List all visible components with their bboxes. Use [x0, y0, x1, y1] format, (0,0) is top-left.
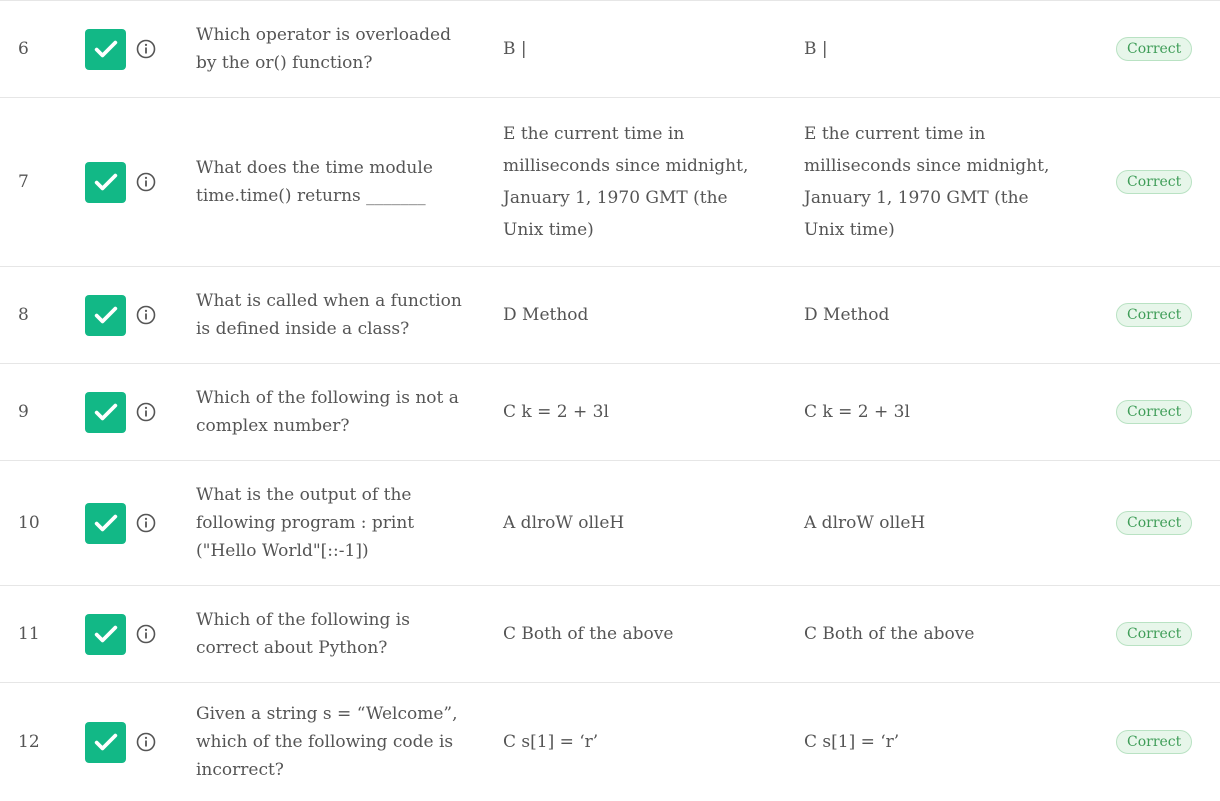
correct-answer: C k = 2 + 3l	[804, 402, 910, 422]
checkbox[interactable]	[85, 29, 126, 70]
table-row	[0, 461, 1220, 586]
row-controls	[85, 267, 195, 363]
row-controls	[85, 98, 195, 266]
status-cell	[1116, 683, 1206, 801]
check-icon	[92, 620, 120, 648]
question-text: What is the output of the following program : print ("Hello World"[::-1])	[196, 485, 415, 561]
row-number: 12	[18, 732, 40, 752]
row-controls	[85, 461, 195, 585]
check-icon	[92, 398, 120, 426]
row-number: 8	[18, 305, 29, 325]
correct-answer: E the current time in milliseconds since midnight, January 1, 1970 GMT (the Unix time)	[804, 124, 1050, 240]
info-icon[interactable]	[136, 732, 156, 752]
selected-answer: C s[1] = ‘r’	[503, 732, 599, 752]
status-badge: Correct	[1116, 303, 1192, 327]
question-text: What is called when a function is defined inside a class?	[196, 291, 462, 339]
status-cell	[1116, 1, 1206, 97]
status-badge: Correct	[1116, 400, 1192, 424]
question-text: Which of the following is not a complex number?	[196, 388, 459, 436]
row-controls	[85, 586, 195, 682]
selected-answer: C Both of the above	[503, 624, 674, 644]
checkbox[interactable]	[85, 503, 126, 544]
correct-answer: A dlroW olleH	[804, 513, 926, 533]
status-badge: Correct	[1116, 37, 1192, 61]
info-icon[interactable]	[136, 402, 156, 422]
row-controls	[85, 364, 195, 460]
status-badge: Correct	[1116, 730, 1192, 754]
correct-answer: B |	[804, 39, 828, 59]
table-row	[0, 267, 1220, 364]
check-icon	[92, 168, 120, 196]
status-badge: Correct	[1116, 170, 1192, 194]
status-badge: Correct	[1116, 511, 1192, 535]
selected-answer: D Method	[503, 305, 589, 325]
status-badge: Correct	[1116, 622, 1192, 646]
row-number: 9	[18, 402, 29, 422]
selected-answer: A dlroW olleH	[503, 513, 625, 533]
question-text: Given a string s = “Welcome”, which of the following code is incorrect?	[196, 704, 458, 780]
table-row	[0, 683, 1220, 801]
check-icon	[92, 35, 120, 63]
table-row	[0, 1, 1220, 98]
info-icon[interactable]	[136, 305, 156, 325]
correct-answer: C s[1] = ‘r’	[804, 732, 900, 752]
correct-answer: D Method	[804, 305, 890, 325]
checkbox[interactable]	[85, 614, 126, 655]
row-number: 10	[18, 513, 40, 533]
status-cell	[1116, 98, 1206, 266]
row-number: 7	[18, 172, 29, 192]
correct-answer: C Both of the above	[804, 624, 975, 644]
info-icon[interactable]	[136, 513, 156, 533]
row-controls	[85, 1, 195, 97]
selected-answer: B |	[503, 39, 527, 59]
table-row	[0, 586, 1220, 683]
check-icon	[92, 301, 120, 329]
status-cell	[1116, 461, 1206, 585]
question-text: What does the time module time.time() returns _______	[196, 158, 433, 206]
selected-answer: E the current time in milliseconds since midnight, January 1, 1970 GMT (the Unix time)	[503, 124, 749, 240]
row-number: 6	[18, 39, 29, 59]
question-text: Which of the following is correct about Python?	[196, 610, 410, 658]
checkbox[interactable]	[85, 295, 126, 336]
info-icon[interactable]	[136, 172, 156, 192]
check-icon	[92, 509, 120, 537]
check-icon	[92, 728, 120, 756]
checkbox[interactable]	[85, 162, 126, 203]
table-row	[0, 364, 1220, 461]
info-icon[interactable]	[136, 39, 156, 59]
status-cell	[1116, 586, 1206, 682]
status-cell	[1116, 267, 1206, 363]
table-row	[0, 98, 1220, 267]
row-number: 11	[18, 624, 40, 644]
checkbox[interactable]	[85, 722, 126, 763]
selected-answer: C k = 2 + 3l	[503, 402, 609, 422]
checkbox[interactable]	[85, 392, 126, 433]
question-text: Which operator is overloaded by the or() function?	[196, 25, 451, 73]
row-controls	[85, 683, 195, 801]
status-cell	[1116, 364, 1206, 460]
info-icon[interactable]	[136, 624, 156, 644]
